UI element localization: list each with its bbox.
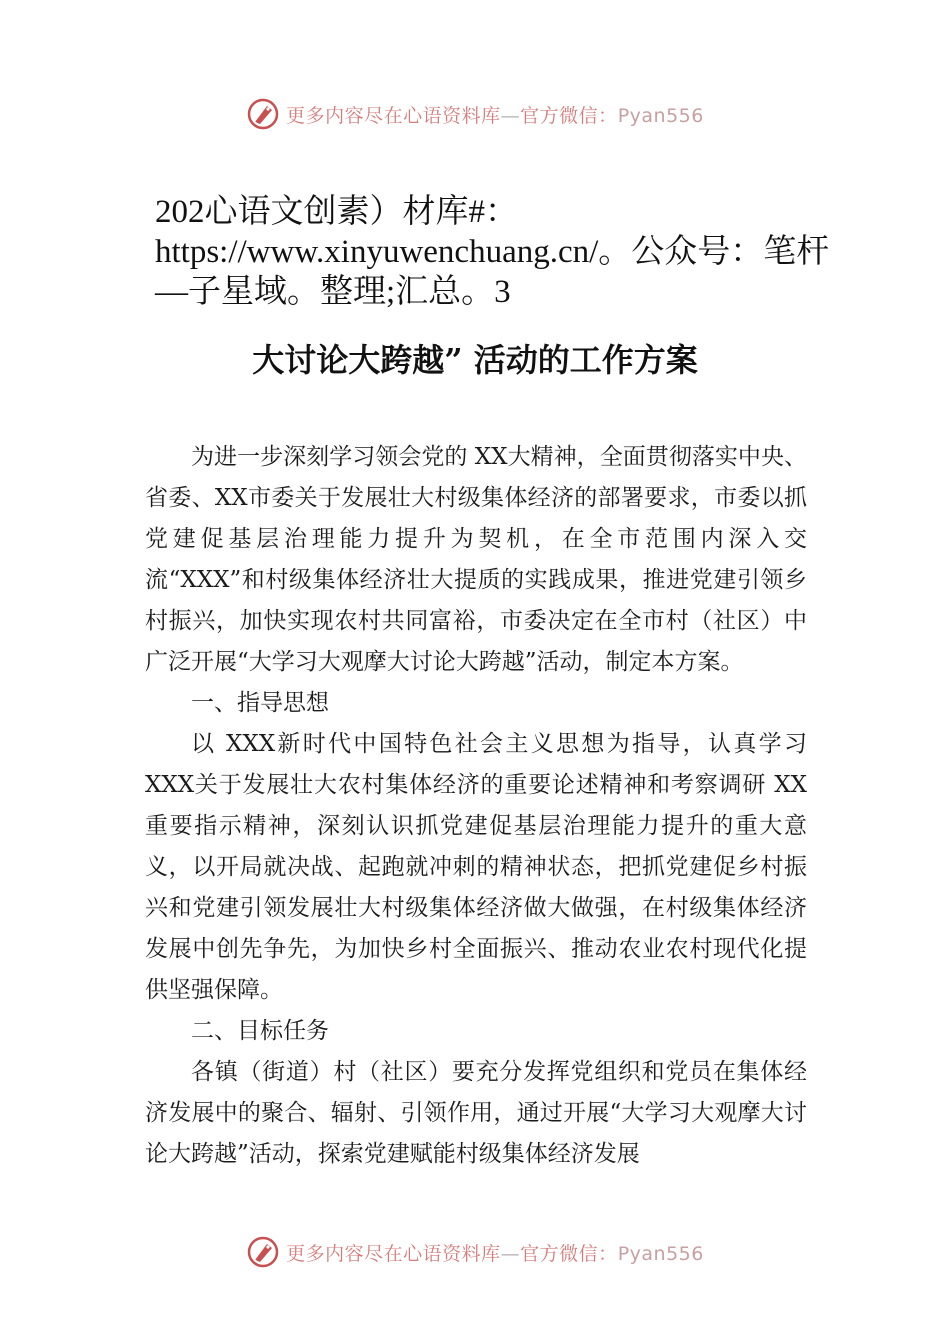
watermark-footer [0, 1232, 950, 1272]
watermark-official: 官方微信： [520, 1242, 618, 1265]
section-heading-guiding-thought: 一、指导思想 [191, 690, 329, 716]
pen-nib-logo-icon [246, 1235, 280, 1269]
watermark-wechat-id: Pyan556 [617, 1242, 704, 1265]
paragraph-intro: 为进一步深刻学习领会党的 XX大精神，全面贯彻落实中央、省委、XX市委关于发展壮大村级集体经济的部署要求，市委以抓党建促基层治理能力提升为契机，在全市范围内深入交流“XXX”和村级集体经济壮大提质的实践成果，推进党建引领乡村振兴，加快实现农村共同富裕，市委决定在全市村（社区）中广泛开展“大学习大观摩大讨论大跨越”活动，制定本方案。 [145, 444, 807, 675]
watermark-separator: — [500, 1242, 521, 1265]
watermark-official: 官方微信： [520, 104, 618, 127]
watermark-header [0, 94, 950, 134]
section-heading-goals: 二、目标任务 [191, 1018, 329, 1044]
watermark-text: 更多内容尽在心语资料库 [286, 104, 501, 127]
document-title: 大讨论大跨越” 活动的工作方案 [252, 341, 698, 379]
document-body [145, 437, 807, 1175]
watermark-wechat-id: Pyan556 [617, 104, 704, 127]
header-note: 202心语文创素）材库#：https://www.xinyuwenchuang.cn/。公众号：笔杆—子星域。整理;汇总。3 [155, 194, 830, 310]
pen-nib-logo-icon [246, 97, 280, 131]
watermark-text: 更多内容尽在心语资料库 [286, 1242, 501, 1265]
paragraph-guiding-thought: 以 XXX新时代中国特色社会主义思想为指导，认真学习 XXX关于发展壮大农村集体经济的重要论述精神和考察调研 XX重要指示精神，深刻认识抓党建促基层治理能力提升的重大意义，以开局就决战、起跑就冲刺的精神状态，把抓党建促乡村振兴和党建引领发展壮大村级集体经济做大做强，在村级集体经济发展中创先争先，为加快乡村全面振兴、推动农业农村现代化提供坚强保障。 [145, 731, 807, 1003]
paragraph-goals: 各镇（街道）村（社区）要充分发挥党组织和党员在集体经济发展中的聚合、辐射、引领作用，通过开展“大学习大观摩大讨论大跨越”活动，探索党建赋能村级集体经济发展 [145, 1059, 807, 1167]
watermark-separator: — [500, 104, 521, 127]
